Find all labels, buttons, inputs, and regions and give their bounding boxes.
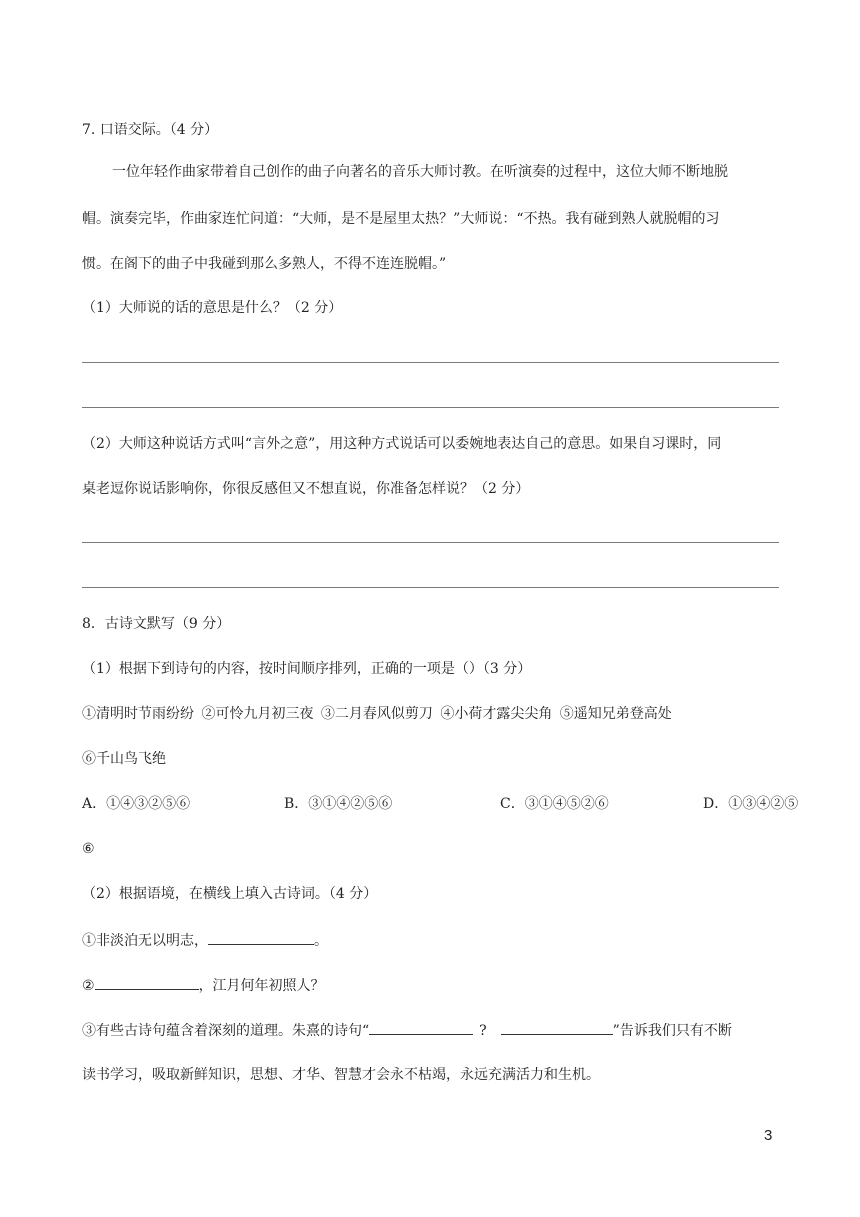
fill-in-2-prefix: ②	[82, 978, 95, 994]
fill-in-3	[82, 1020, 732, 1040]
q7-sub1-question: （1）大师说的话的意思是什么？（2 分）	[82, 300, 343, 316]
q8-poem-items-line-1: ①清明时节雨纷纷 ②可怜九月初三夜 ③二月春风似剪刀 ④小荷才露尖尖角 ⑤遥知兄弟登高处	[82, 706, 672, 722]
q7-sub2-line-1: （2）大师这种说话方式叫“言外之意”，用这种方式说话可以委婉地表达自己的意思。如果自习课时，同	[82, 436, 722, 452]
option-d-continued: ⑥	[82, 841, 95, 857]
fill-in-1	[82, 930, 328, 950]
option-a[interactable]: A．①④③②⑤⑥	[82, 796, 191, 812]
fill-in-3-prompt: ③有些古诗句蕴含着深刻的道理。朱熹的诗句“	[82, 1023, 370, 1039]
q7-passage-line-1: 一位年轻作曲家带着自己创作的曲子向著名的音乐大师讨教。在听演奏的过程中，这位大师不断地脱	[112, 164, 728, 180]
fill-in-1-prompt: ①非淡泊无以明志，	[82, 933, 208, 949]
option-c[interactable]: C．③①④⑤②⑥	[500, 796, 609, 812]
fill-in-2	[82, 975, 325, 995]
q7-sub2-line-2: 桌老逗你说话影响你，你很反感但又不想直说，你准备怎样说？（2 分）	[82, 481, 530, 497]
option-d[interactable]: D．①③④②⑤	[703, 796, 799, 812]
q7-passage-line-3: 惯。在阁下的曲子中我碰到那么多熟人，不得不连连脱帽。”	[82, 256, 447, 272]
q8-sub1-question: （1）根据下到诗句的内容，按时间顺序排列，正确的一项是（）（3 分）	[82, 661, 532, 677]
fill-in-3-suffix: ”告诉我们只有不断	[612, 1023, 732, 1039]
fill-in-blank[interactable]	[501, 1020, 613, 1035]
q8-title: 8．古诗文默写（9 分）	[82, 616, 231, 632]
fill-in-3-mark: ?	[479, 1023, 487, 1039]
answer-line[interactable]	[82, 407, 779, 408]
q7-title: 7. 口语交际。（4 分）	[82, 122, 219, 138]
fill-in-blank[interactable]	[208, 930, 314, 945]
fill-in-blank[interactable]	[95, 975, 199, 990]
answer-line[interactable]	[82, 362, 779, 363]
q7-passage-line-2: 帽。演奏完毕，作曲家连忙问道：“大师，是不是屋里太热？”大师说：“不热。我有碰到熟人就脱帽的习	[82, 211, 720, 227]
option-b[interactable]: B．③①④②⑤⑥	[284, 796, 393, 812]
q8-poem-items-line-2: ⑥千山鸟飞绝	[82, 751, 166, 767]
fill-in-1-end: 。	[314, 933, 328, 949]
fill-in-2-prompt: ，江月何年初照人？	[198, 978, 325, 994]
answer-line[interactable]	[82, 542, 779, 543]
page-number: 3	[764, 1127, 773, 1144]
fill-in-blank[interactable]	[369, 1020, 473, 1035]
answer-line[interactable]	[82, 587, 779, 588]
fill-in-3-line-2: 读书学习，吸取新鲜知识，思想、才华、智慧才会永不枯竭，永远充满活力和生机。	[82, 1067, 600, 1083]
q8-sub2-question: （2）根据语境，在横线上填入古诗词。（4 分）	[82, 886, 378, 902]
